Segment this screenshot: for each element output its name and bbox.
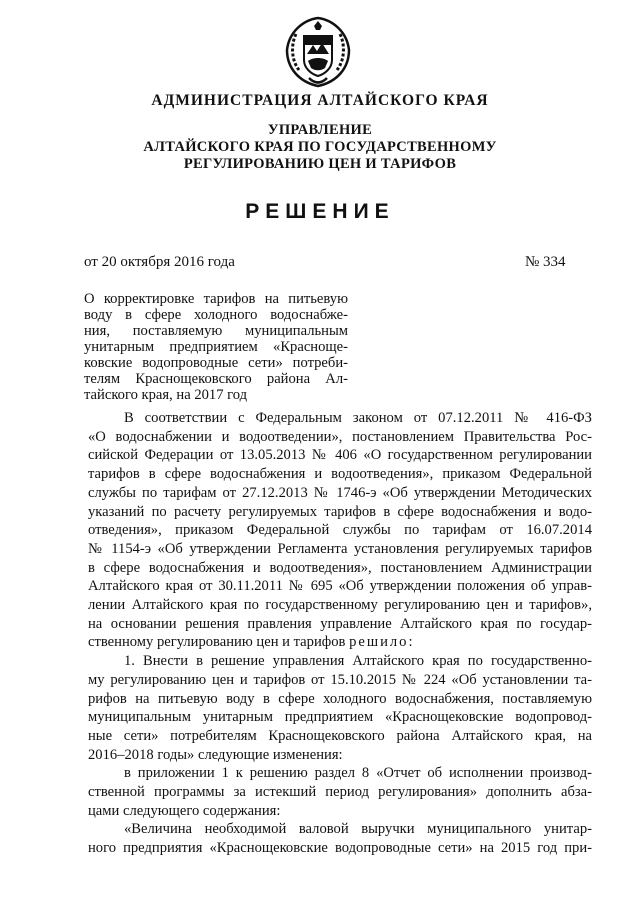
body-line: Алтайского края от 30.11.2011 № 695 «Об утверждении положения об управ- — [88, 578, 592, 595]
department-line: РЕГУЛИРОВАНИЮ ЦЕН И ТАРИФОВ — [183, 156, 457, 172]
body-line: сийской Федерации от 13.05.2013 № 406 «О государственном регулировании — [88, 447, 592, 464]
body-line: цами следующего содержания: — [88, 802, 281, 819]
body-line: «О водоснабжении и водоотведении», постановлением Правительства Рос- — [88, 428, 592, 445]
body-line: 1. Внести в решение управления Алтайского края по государственно- — [124, 653, 592, 670]
body-line: на основании решения правления управление Алтайского края по государ- — [88, 615, 592, 632]
subject-line: ния, поставляемую муниципальным — [84, 323, 348, 339]
body-line: в сфере водоснабжения и водоотведения», постановлением Администрации — [88, 559, 592, 576]
department-line: АЛТАЙСКОГО КРАЯ ПО ГОСУДАРСТВЕННОМУ — [143, 139, 497, 155]
document-body — [88, 409, 592, 858]
body-line: му регулированию цен и тарифов от 15.10.2015 № 224 «Об установлении та- — [88, 671, 592, 688]
body-line: в приложении 1 к решению раздел 8 «Отчет об исполнении производ- — [124, 765, 592, 782]
subject-line: унитарным предприятием «Краснощe- — [84, 339, 348, 355]
document-subject — [84, 291, 348, 403]
body-line: «Величина необходимой валовой выручки муниципального унитар- — [124, 821, 592, 838]
body-line: ные сети» потребителям Краснощековского района Алтайского края, на — [88, 727, 592, 744]
subject-line: О корректировке тарифов на питьевую — [84, 291, 348, 307]
body-line: лении Алтайского края по государственному регулированию цен и тарифов», — [88, 597, 592, 614]
body-line — [88, 633, 592, 652]
body-line: ного предприятия «Краснощековские водопроводные сети» на 2015 год при- — [88, 840, 592, 857]
body-text: : — [408, 634, 413, 651]
document-number: № 334 — [525, 254, 566, 270]
body-line: рифов на питьевую воду в сфере холодного водоснабжения, поставляемую — [88, 690, 592, 707]
body-line: В соответствии с Федеральным законом от 07.12.2011 № 416-ФЗ — [124, 410, 592, 426]
body-line: указаний по расчету регулируемых тарифов в сфере водоснабжения и водо- — [88, 503, 592, 520]
document-type-title: РЕШЕНИЕ — [245, 200, 395, 223]
subject-line: ковские водопроводные сети» потреби- — [84, 355, 348, 371]
body-line: муниципальным унитарным предприятием «Краснощековские водопровод- — [88, 709, 592, 726]
document-date: от 20 октября 2016 года — [84, 254, 235, 270]
resolved-word: решило — [349, 634, 409, 651]
body-line: отведения», приказом Федеральной службы по тарифам от 16.07.2014 — [88, 522, 592, 539]
subject-line: телям Краснощековского района Ал- — [84, 371, 348, 387]
body-line: 2016–2018 годы» следующие изменения: — [88, 746, 343, 763]
subject-line: тайского края, на 2017 год — [84, 387, 248, 403]
administration-title: АДМИНИСТРАЦИЯ АЛТАЙСКОГО КРАЯ — [151, 92, 489, 109]
coat-of-arms-emblem — [279, 14, 357, 90]
department-line: УПРАВЛЕНИЕ — [267, 122, 373, 138]
body-text: ственному регулированию цен и тарифов — [88, 634, 346, 651]
subject-line: воду в сфере холодного водоснабже- — [84, 307, 348, 323]
body-line: № 1154-э «Об утверждении Регламента установления регулируемых тарифов — [88, 540, 592, 557]
department-title — [0, 122, 640, 173]
body-line: службы по тарифам от 27.12.2013 № 1746-э «Об утверждении Методических — [88, 484, 592, 501]
body-line: тарифов в сфере водоснабжения и водоотведения», приказом Федеральной — [88, 466, 592, 483]
body-line: ственной программы за истекший период регулирования» дополнить абза- — [88, 784, 592, 801]
